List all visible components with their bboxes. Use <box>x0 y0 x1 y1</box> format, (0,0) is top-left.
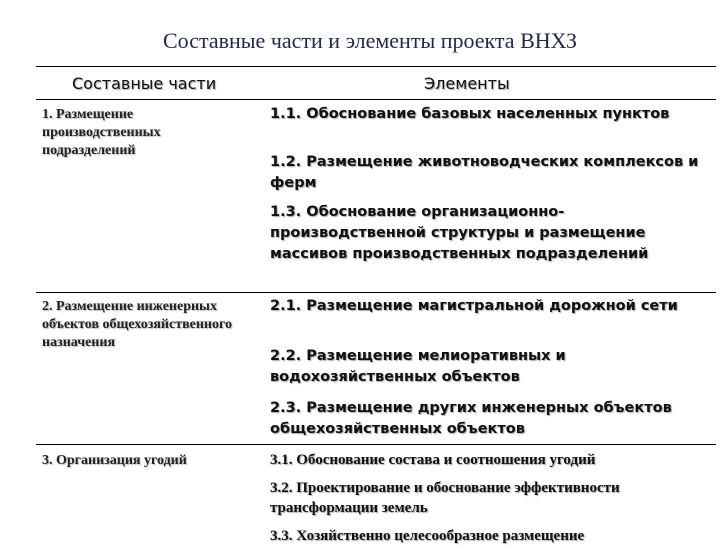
element-2-2: 2.2. Размещение мелиоративных и водохозяйственных объектов <box>270 348 566 385</box>
part-2: 2. Размещение инженерных объектов общехозяйственного назначения <box>42 299 232 350</box>
part-1: 1. Размещение производственных подразделений <box>42 107 161 158</box>
element-2-3: 2.3. Размещение других инженерных объектов общехозяйственных объектов <box>270 400 672 437</box>
header-bottom-rule <box>36 99 716 100</box>
element-1-2: 1.2. Размещение животноводческих комплексов и ферм <box>270 154 699 191</box>
row-1-bottom-rule <box>36 292 716 293</box>
page-title: Составные части и элементы проекта ВНХЗ <box>162 28 577 53</box>
column-header-parts: Составные части <box>72 74 217 93</box>
element-3-3: 3.3. Хозяйственно целесообразное размещение <box>270 528 585 544</box>
row-2-bottom-rule <box>36 444 716 445</box>
table-top-rule <box>36 66 716 67</box>
part-3: 3. Организация угодий <box>42 453 187 468</box>
element-3-1: 3.1. Обоснование состава и соотношения угодий <box>270 452 596 468</box>
element-1-3: 1.3. Обоснование организационно-производственной структуры и размещение массивов производственных подразделений <box>270 204 649 262</box>
element-1-1: 1.1. Обоснование базовых населенных пунктов <box>270 106 670 122</box>
element-2-1: 2.1. Размещение магистральной дорожной сети <box>270 298 678 314</box>
column-header-elements: Элементы <box>424 74 510 93</box>
element-3-2: 3.2. Проектирование и обоснование эффективности трансформации земель <box>270 480 620 516</box>
